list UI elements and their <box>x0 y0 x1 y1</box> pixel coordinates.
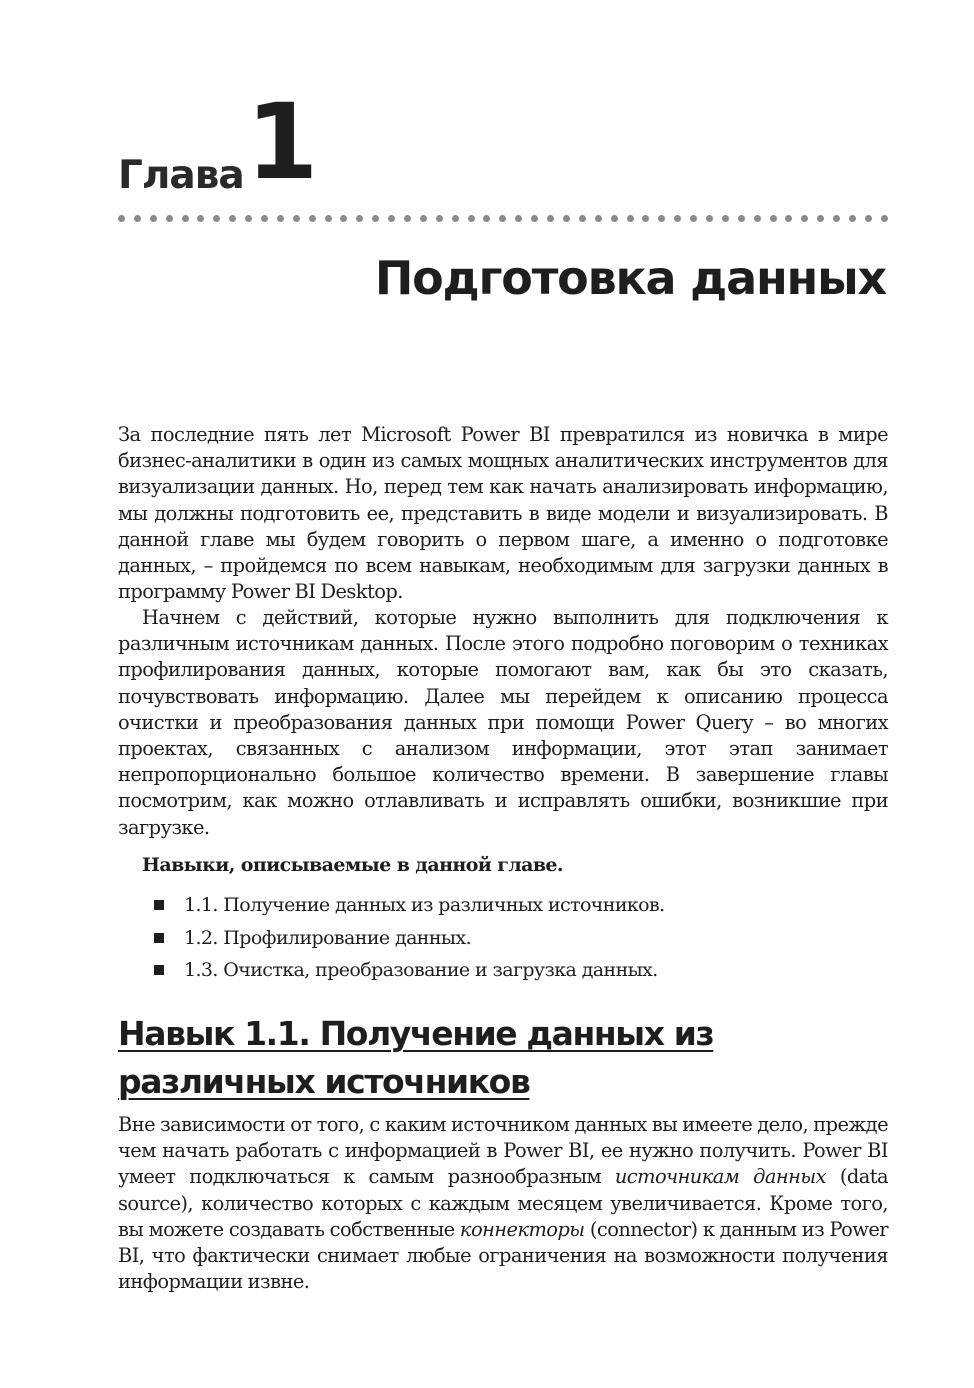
divider-dot <box>404 215 411 222</box>
dotted-divider <box>118 212 888 224</box>
divider-dot <box>340 215 347 222</box>
divider-dot <box>754 215 761 222</box>
divider-dot <box>182 215 189 222</box>
divider-dot <box>563 215 570 222</box>
divider-dot <box>372 215 379 222</box>
square-bullet-icon <box>154 900 164 910</box>
divider-dot <box>531 215 538 222</box>
divider-dot <box>356 215 363 222</box>
divider-dot <box>277 215 284 222</box>
divider-dot <box>579 215 586 222</box>
divider-dot <box>547 215 554 222</box>
square-bullet-icon <box>154 965 164 975</box>
skill-item-text: 1.2. Профилирование данных. <box>184 926 472 949</box>
divider-dot <box>770 215 777 222</box>
divider-dot <box>611 215 618 222</box>
divider-dot <box>483 215 490 222</box>
divider-dot <box>865 215 872 222</box>
section-italic-term: источникам данных <box>614 1165 826 1189</box>
divider-dot <box>785 215 792 222</box>
chapter-number: 1 <box>246 81 316 203</box>
divider-dot <box>642 215 649 222</box>
list-item <box>154 890 854 923</box>
divider-dot <box>738 215 745 222</box>
divider-dot <box>166 215 173 222</box>
section-title: Навык 1.1. Получение данных из различных источников <box>118 1014 714 1101</box>
intro-paragraph-2: Начнем с действий, которые нужно выполнить для подключения к различным источникам данных. После этого подробно поговорим о техниках профилирования данных, которые помогают вам, как бы это сказать, почувствовать информацию. Далее мы перейдем к описанию процесса очистки и преобразования данных при помощи Power Query – во многих проектах, связанных с анализом информации, этот этап занимает непропорционально большое количество времени. В завершение главы посмотрим, как можно отлавливать и исправлять ошибки, возникшие при загрузке. <box>118 606 888 839</box>
divider-dot <box>817 215 824 222</box>
divider-dot <box>229 215 236 222</box>
divider-dot <box>436 215 443 222</box>
divider-dot <box>245 215 252 222</box>
divider-dot <box>420 215 427 222</box>
skill-item-text: 1.1. Получение данных из различных источников. <box>184 894 665 916</box>
divider-dot <box>213 215 220 222</box>
divider-dot <box>674 215 681 222</box>
list-item <box>154 955 854 988</box>
section-text-part: (data source), количество которых с каждым месяцем увеличивается. Кроме того, вы можете создавать собственные <box>118 1165 888 1241</box>
divider-dot <box>627 215 634 222</box>
divider-dot <box>293 215 300 222</box>
divider-dot <box>325 215 332 222</box>
divider-dot <box>452 215 459 222</box>
divider-dot <box>388 215 395 222</box>
divider-dot <box>881 215 888 222</box>
divider-dot <box>833 215 840 222</box>
chapter-word: Глава <box>118 153 244 198</box>
divider-dot <box>690 215 697 222</box>
divider-dot <box>595 215 602 222</box>
divider-dot <box>849 215 856 222</box>
section-paragraph <box>118 1112 888 1295</box>
divider-dot <box>150 215 157 222</box>
divider-dot <box>309 215 316 222</box>
skill-item-text: 1.3. Очистка, преобразование и загрузка данных. <box>184 959 658 981</box>
divider-dot <box>801 215 808 222</box>
skills-heading: Навыки, описываемые в данной главе. <box>142 854 563 876</box>
divider-dot <box>658 215 665 222</box>
divider-dot <box>197 215 204 222</box>
divider-dot <box>118 215 125 222</box>
divider-dot <box>515 215 522 222</box>
square-bullet-icon <box>154 933 164 943</box>
divider-dot <box>261 215 268 222</box>
section-text-part: Вне зависимости от того, с каким источником данных вы имеете дело, прежде чем начать работать с информацией в Power BI, ее нужно получить. Power BI умеет подключаться к самым разнообразным <box>118 1113 888 1189</box>
chapter-title: Подготовка данных <box>374 251 886 305</box>
divider-dot <box>706 215 713 222</box>
divider-dot <box>722 215 729 222</box>
divider-dot <box>468 215 475 222</box>
list-item <box>154 923 854 956</box>
section-italic-term: коннекторы <box>459 1217 585 1241</box>
intro-paragraph-1: За последние пять лет Microsoft Power BI превратился из новичка в мире бизнес-аналитики в один из самых мощных аналитических инструментов для визуализации данных. Но, перед тем как начать анализировать информацию, мы должны подготовить ее, представить в виде модели и визуализировать. В данной главе мы будем говорить о первом шаге, а именно о подготовке данных, – пройдемся по всем навыкам, необходимым для загрузки данных в программу Power BI Desktop. <box>118 423 888 604</box>
divider-dot <box>134 215 141 222</box>
divider-dot <box>499 215 506 222</box>
skills-list <box>154 890 854 988</box>
section-text-part: (connector) к данным из Power BI, что фактически снимает любые ограничения на возможности получения информации извне. <box>118 1217 888 1294</box>
chapter-heading <box>118 81 888 206</box>
